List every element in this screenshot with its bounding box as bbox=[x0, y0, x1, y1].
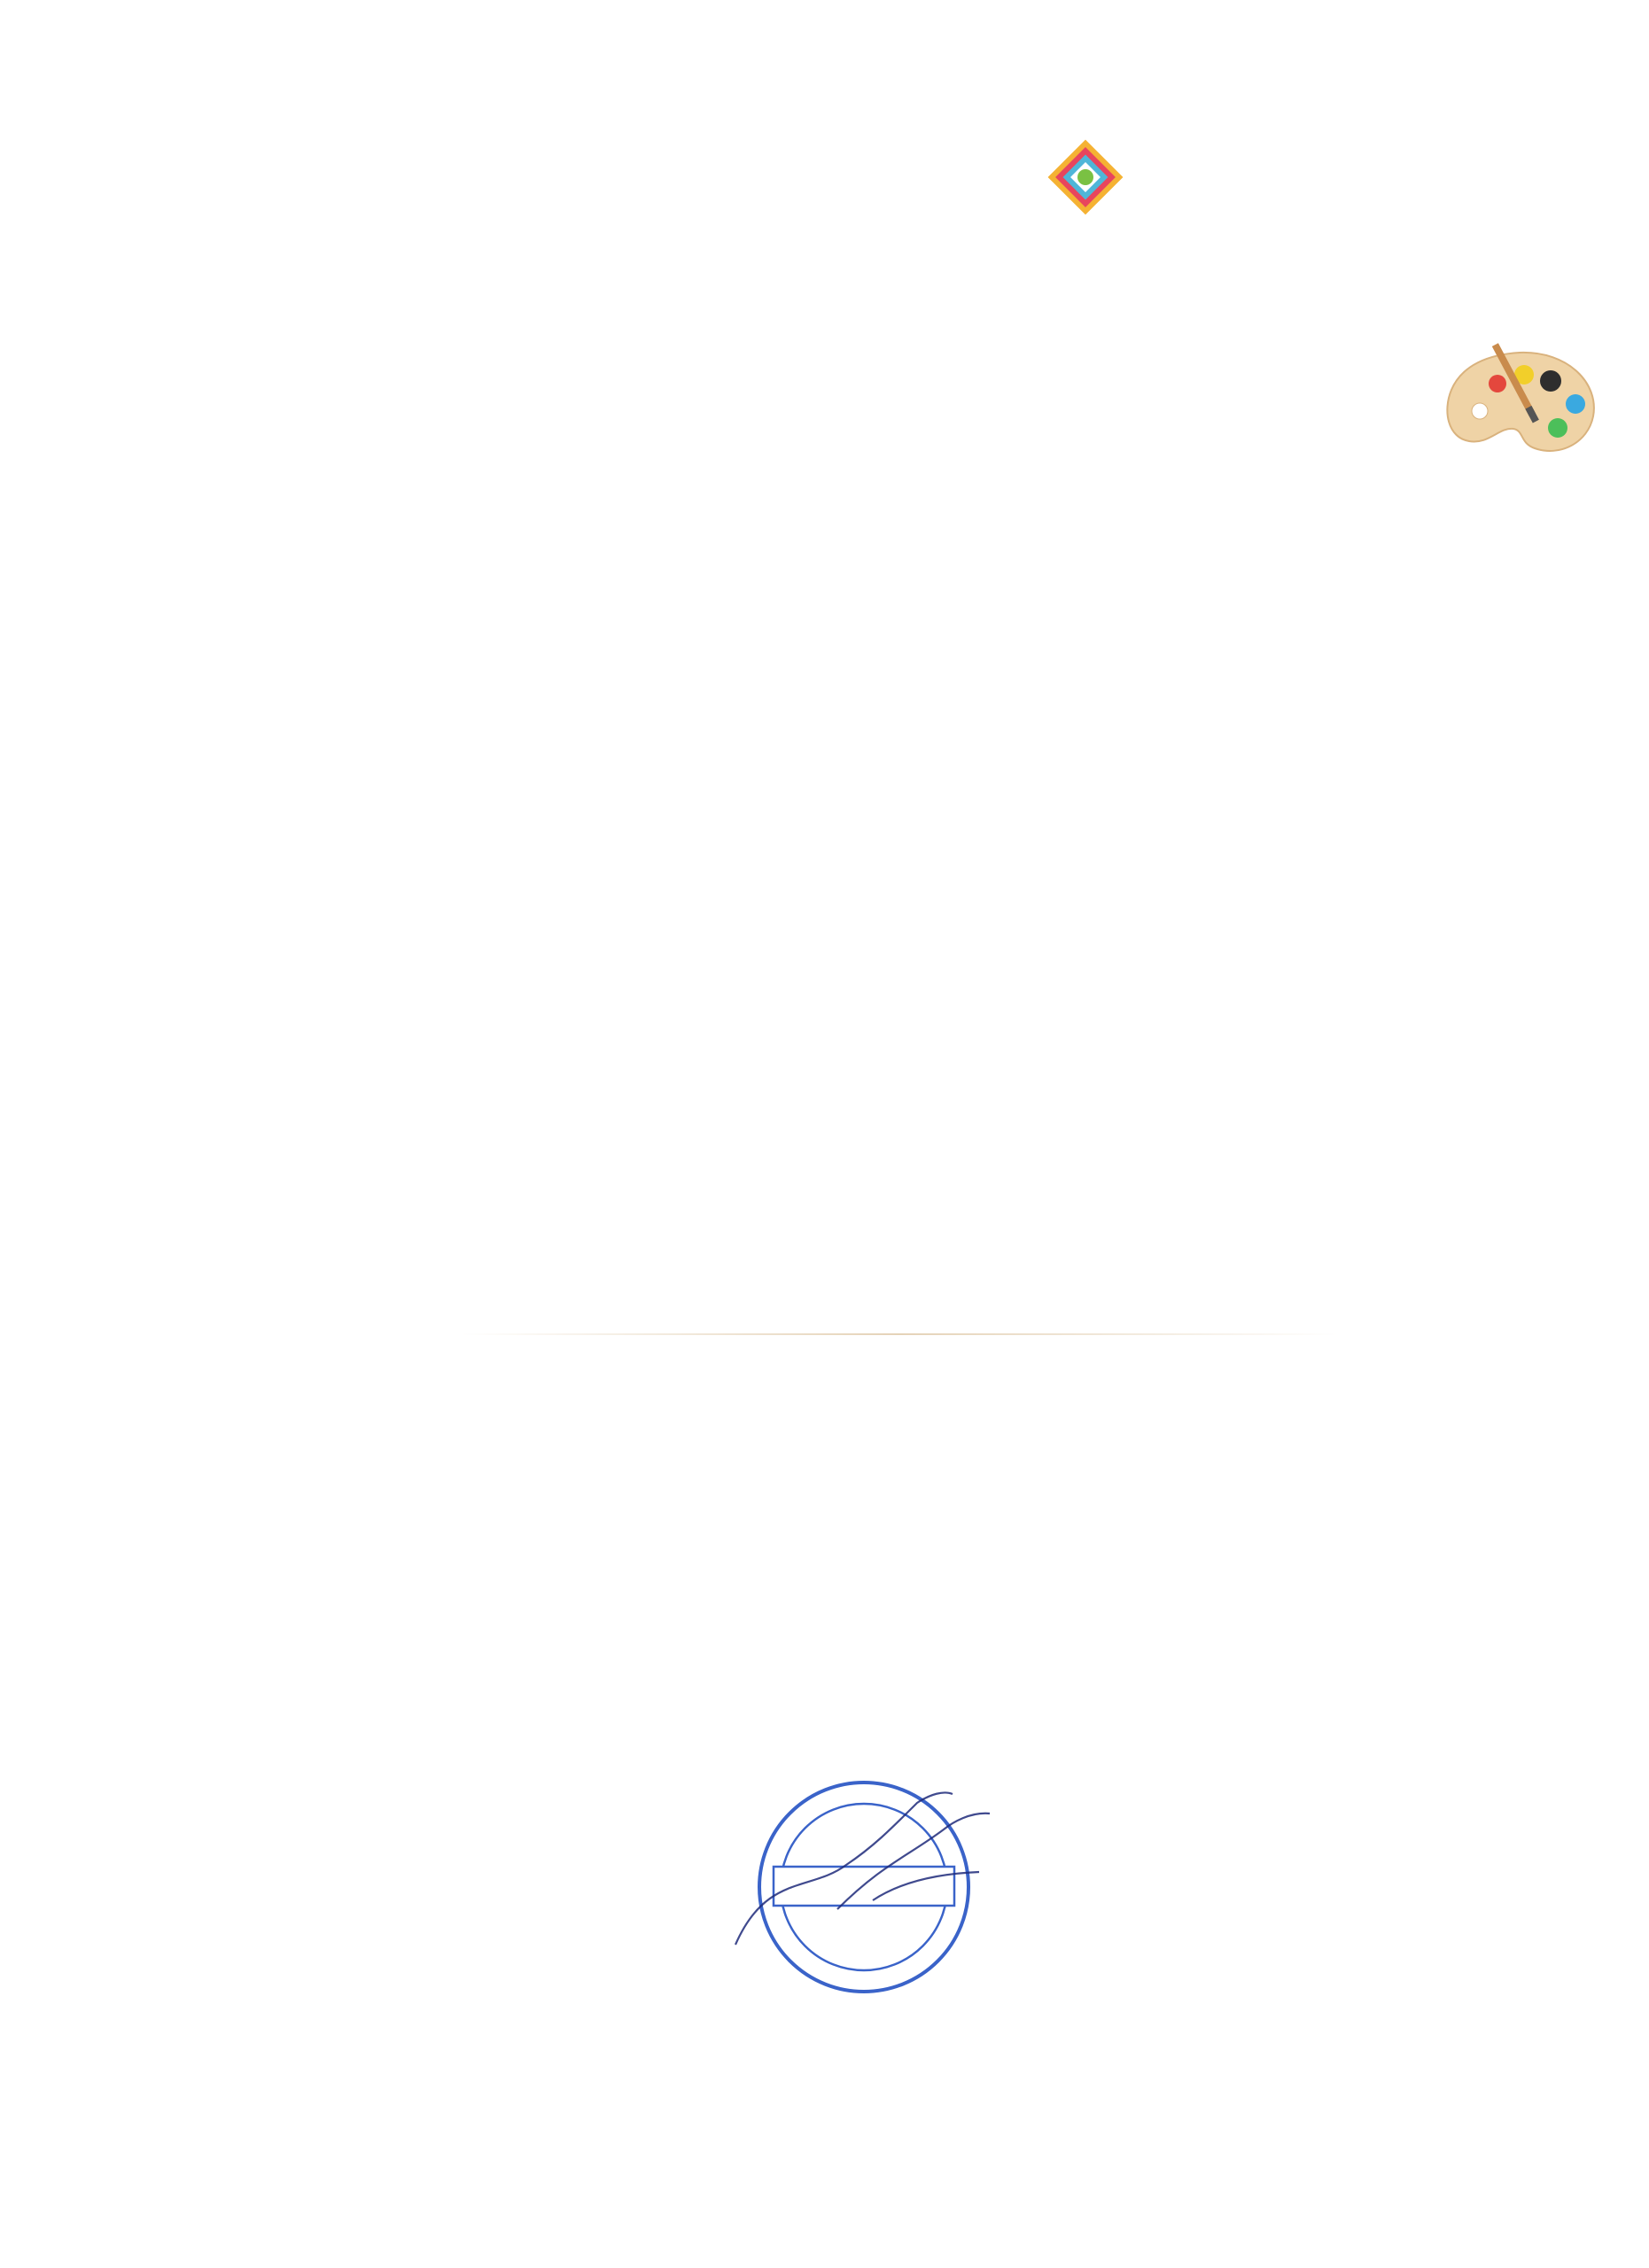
logo-mark-icon bbox=[1037, 128, 1134, 226]
bilim-ainasy-logo bbox=[1037, 120, 1409, 226]
name-underline bbox=[461, 1333, 1338, 1335]
official-stamp bbox=[731, 1767, 997, 2007]
paint-palette-icon bbox=[1435, 335, 1604, 468]
qr-code[interactable] bbox=[217, 1466, 403, 1652]
